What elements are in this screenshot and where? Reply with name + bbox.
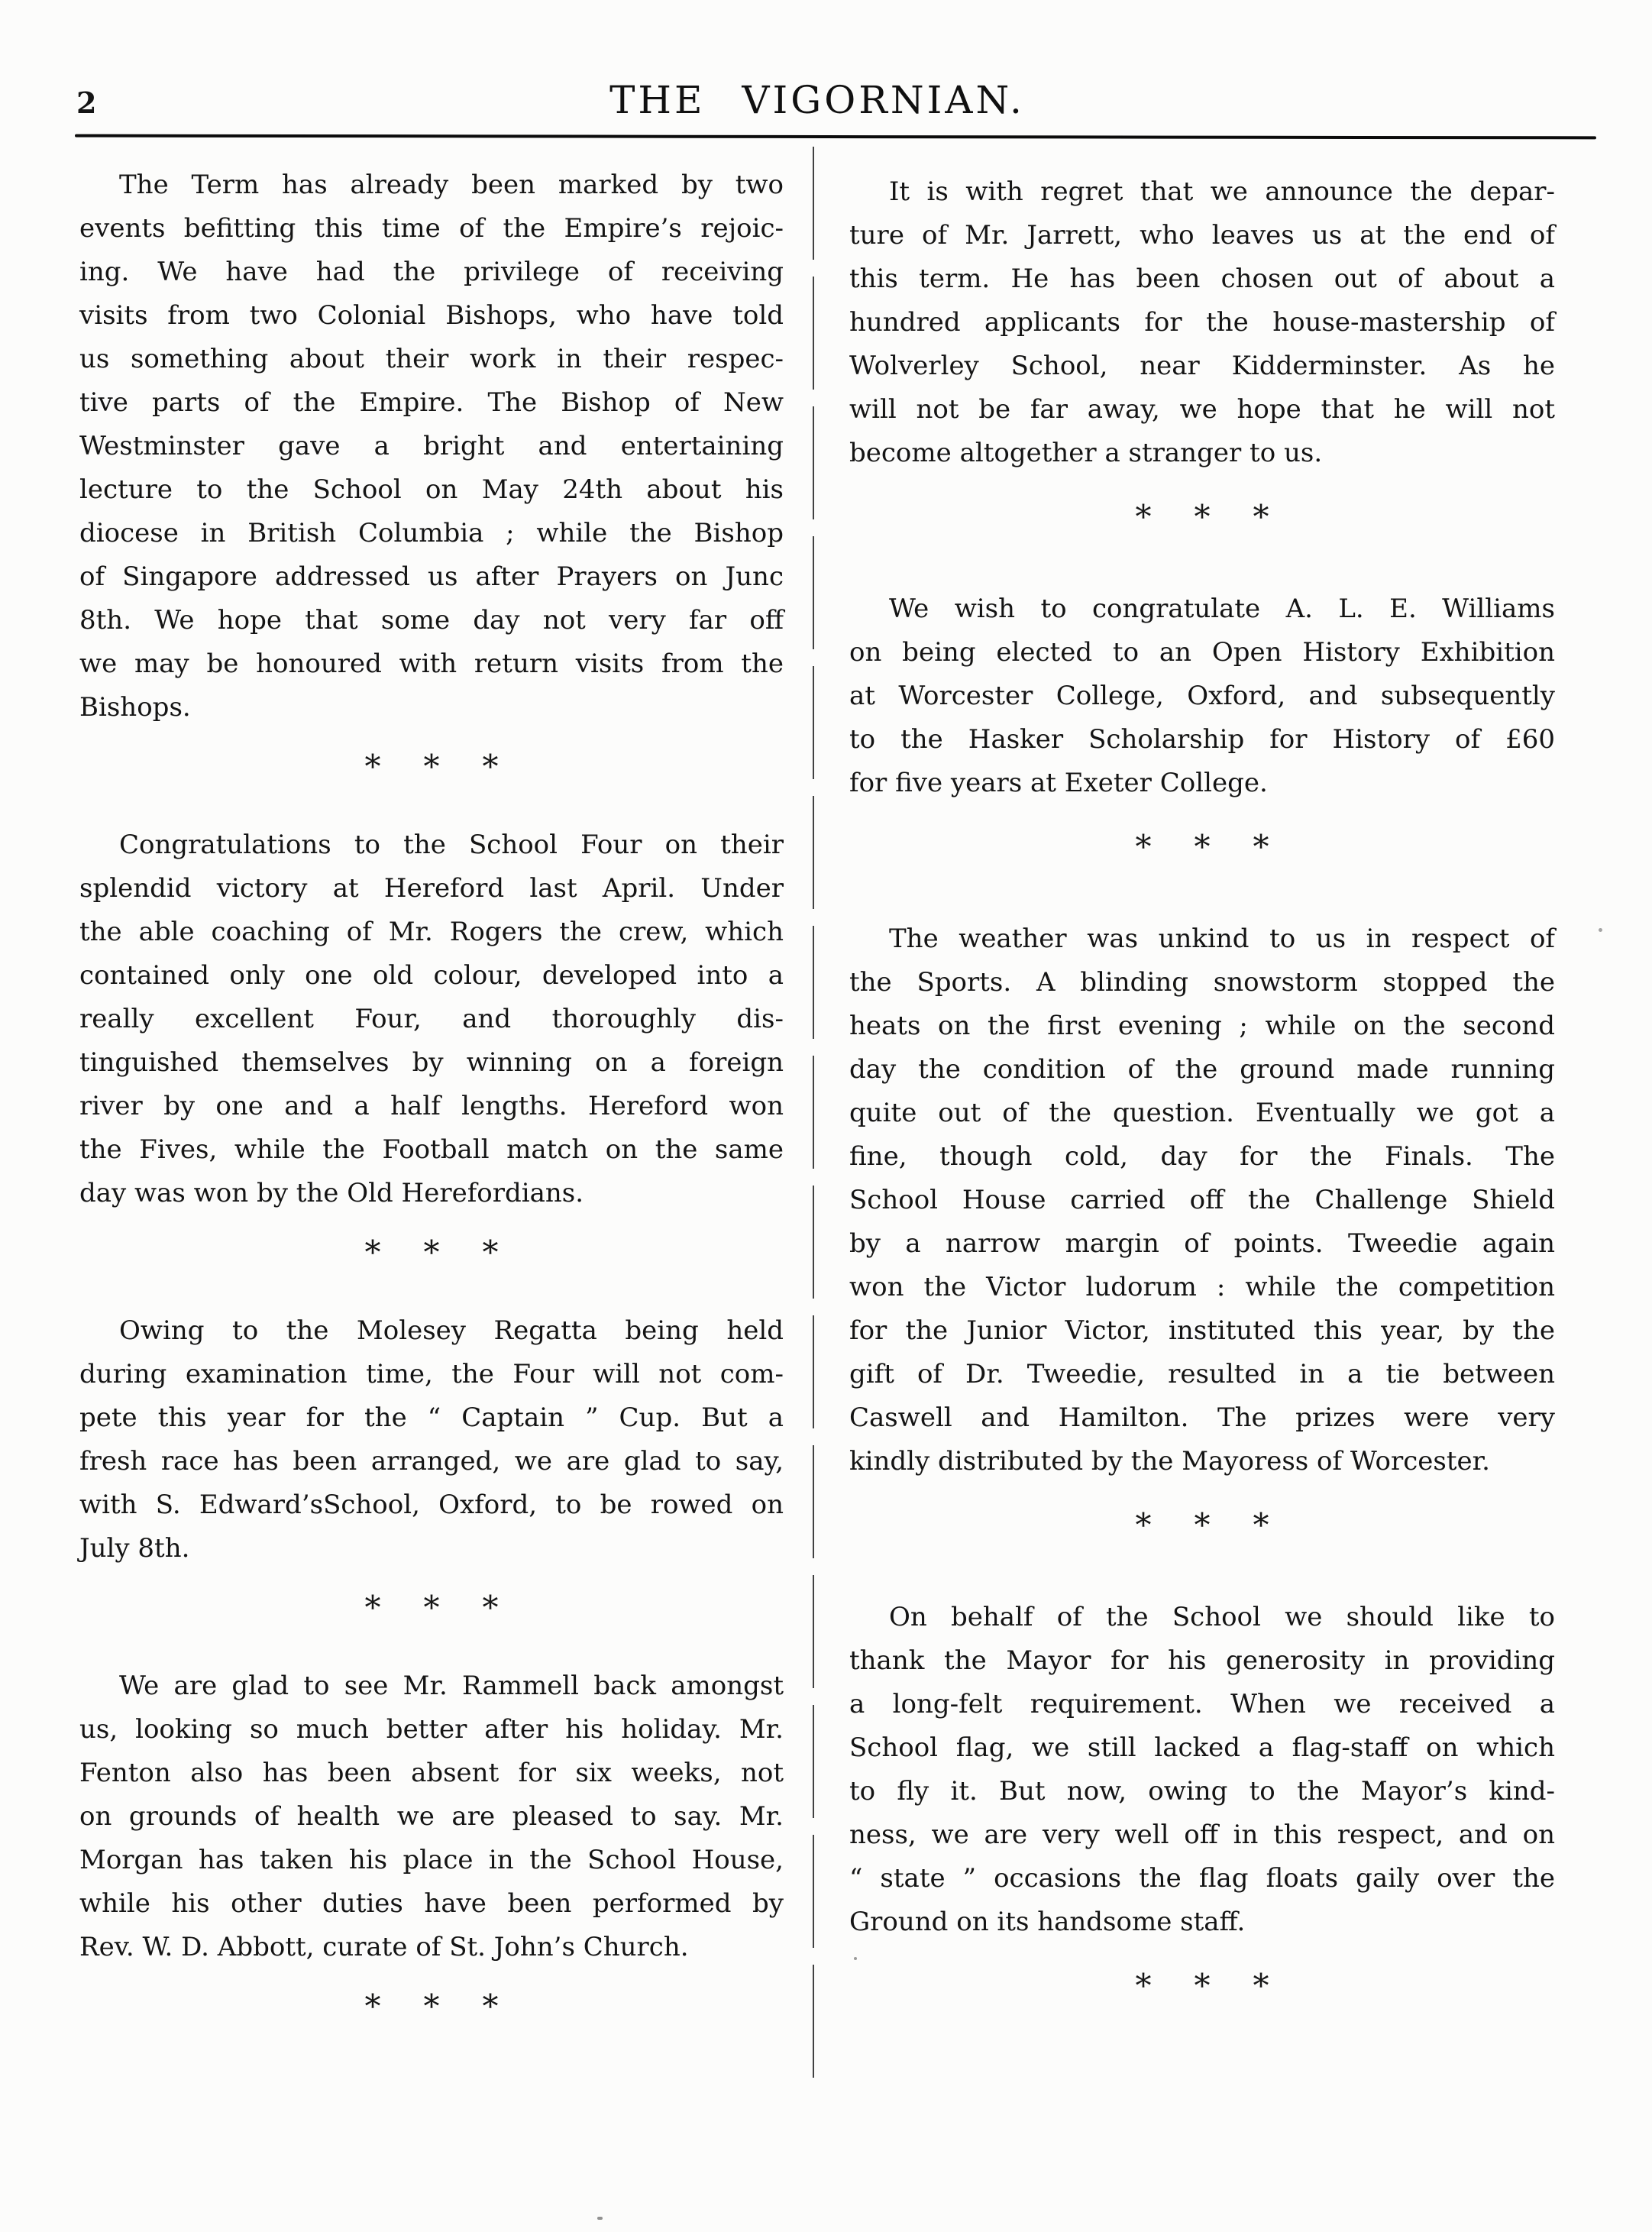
asterisk-icon: * [1135,828,1152,865]
text-line: this term. He has been chosen out of about a [849,264,1555,294]
header-rule [75,134,1596,140]
text-line: us something about their work in their respec- [79,344,784,374]
scan-speck [854,1957,857,1960]
asterisk-icon: * [364,1988,381,2025]
text-line: Caswell and Hamilton. The prizes were very [849,1402,1555,1433]
asterisk-icon: * [1194,828,1211,865]
paragraph [79,163,784,729]
asterisk-icon: * [364,748,381,785]
paragraph [849,170,1555,475]
text-line: July 8th. [79,1533,190,1564]
asterisk-icon: * [1194,498,1211,535]
section-divider [79,1583,784,1626]
text-line: We are glad to see Mr. Rammell back amongst [119,1671,784,1701]
right-column [849,145,1555,2056]
text-line: a long-felt requirement. When we received a [849,1689,1555,1719]
text-line: river by one and a half lengths. Hereford won [79,1091,784,1121]
asterisk-icon: * [423,1988,440,2025]
text-line: gift of Dr. Tweedie, resulted in a tie between [849,1359,1555,1389]
text-line: won the Victor ludorum : while the competition [849,1272,1555,1302]
text-line: On behalf of the School we should like to [889,1602,1555,1632]
text-line: Bishops. [79,692,191,723]
paragraph [849,917,1555,1483]
text-line: hundred applicants for the house-mastership of [849,307,1555,338]
text-line: tinguished themselves by winning on a foreign [79,1047,784,1078]
text-line: become altogether a stranger to us. [849,438,1323,468]
asterisk-icon: * [1135,1967,1152,2004]
text-line: with S. Edward’sSchool, Oxford, to be rowed on [79,1490,784,1520]
text-line: fine, though cold, day for the Finals. The [849,1141,1555,1172]
text-line: We wish to congratulate A. L. E. Williams [889,594,1555,624]
text-line: will not be far away, we hope that he will not [849,394,1555,425]
text-line: while his other duties have been performed by [79,1888,784,1919]
text-line: us, looking so much better after his holiday. Mr. [79,1714,784,1745]
text-line: at Worcester College, Oxford, and subsequently [849,681,1555,711]
asterisk-icon: * [482,1988,499,2025]
text-line: thank the Mayor for his generosity in providing [849,1645,1555,1676]
text-line: School House carried off the Challenge Shield [849,1185,1555,1215]
text-line: day the condition of the ground made running [849,1054,1555,1085]
text-line: the able coaching of Mr. Rogers the crew, which [79,917,784,947]
text-line: for five years at Exeter College. [849,768,1268,798]
text-line: by a narrow margin of points. Tweedie again [849,1228,1555,1259]
text-line: Westminster gave a bright and entertaining [79,431,784,461]
text-line: contained only one old colour, developed into a [79,960,784,991]
text-line: quite out of the question. Eventually we got a [849,1098,1555,1128]
section-divider [79,742,784,785]
text-line: diocese in British Columbia ; while the Bishop [79,518,784,548]
scan-speck [597,2217,603,2220]
text-line: for the Junior Victor, instituted this year, by the [849,1315,1555,1346]
asterisk-icon: * [1253,498,1269,535]
column-divider-line [813,147,814,2093]
text-line: ness, we are very well off in this respect, and on [849,1820,1555,1850]
asterisk-icon: * [1135,498,1152,535]
scan-speck [1599,928,1602,932]
asterisk-icon: * [482,748,499,785]
text-line: tive parts of the Empire. The Bishop of New [79,387,784,418]
text-line: kindly distributed by the Mayoress of Worcester. [849,1446,1490,1477]
text-line: 8th. We hope that some day not very far off [79,605,784,636]
asterisk-icon: * [1194,1506,1211,1544]
text-line: Owing to the Molesey Regatta being held [119,1315,784,1346]
section-divider [79,1228,784,1271]
text-line: the Fives, while the Football match on the same [79,1134,784,1165]
left-column [79,145,784,2063]
text-line: Ground on its handsome staff. [849,1907,1246,1937]
asterisk-icon: * [423,1234,440,1271]
section-divider [849,492,1555,535]
asterisk-icon: * [1135,1506,1152,1544]
text-line: events befitting this time of the Empire’s rejoic- [79,213,784,244]
section-divider [849,1961,1555,2004]
asterisk-icon: * [364,1589,381,1626]
text-line: to the Hasker Scholarship for History of £60 [849,724,1555,755]
paragraph [849,1596,1555,1944]
asterisk-icon: * [482,1589,499,1626]
text-line: of Singapore addressed us after Prayers on Junc [79,561,784,592]
text-line: visits from two Colonial Bishops, who have told [79,300,784,331]
asterisk-icon: * [1253,1967,1269,2004]
asterisk-icon: * [423,748,440,785]
section-divider [849,1500,1555,1544]
asterisk-icon: * [423,1589,440,1626]
asterisk-icon: * [482,1234,499,1271]
section-divider [849,822,1555,865]
text-line: It is with regret that we announce the depar- [889,176,1555,207]
paragraph [79,1309,784,1570]
text-line: on grounds of health we are pleased to say. Mr. [79,1801,784,1832]
text-line: Wolverley School, near Kidderminster. As he [849,351,1555,381]
text-line: heats on the first evening ; while on the second [849,1011,1555,1041]
text-line: we may be honoured with return visits from the [79,649,784,679]
paragraph [849,587,1555,805]
text-line: on being elected to an Open History Exhibition [849,637,1555,668]
page-number: 2 [76,86,98,120]
paragraph [79,823,784,1215]
text-line: really excellent Four, and thoroughly dis- [79,1004,784,1034]
page-title: THE VIGORNIAN. [609,78,1025,122]
text-line: the Sports. A blinding snowstorm stopped the [849,967,1555,998]
text-line: to fly it. But now, owing to the Mayor’s kind- [849,1776,1555,1807]
asterisk-icon: * [1194,1967,1211,2004]
text-line: Congratulations to the School Four on their [119,830,784,860]
text-line: Fenton also has been absent for six weeks, not [79,1758,784,1788]
section-divider [79,1981,784,2025]
asterisk-icon: * [1253,828,1269,865]
text-line: during examination time, the Four will not com- [79,1359,784,1389]
text-line: The weather was unkind to us in respect of [889,924,1555,954]
text-line: Rev. W. D. Abbott, curate of St. John’s Church. [79,1932,689,1962]
text-line: pete this year for the “ Captain ” Cup. But a [79,1402,784,1433]
text-line: day was won by the Old Herefordians. [79,1178,584,1208]
text-line: “ state ” occasions the flag floats gaily over the [849,1863,1555,1894]
paragraph [79,1664,784,1969]
text-line: lecture to the School on May 24th about his [79,474,784,505]
text-line: School flag, we still lacked a flag-staff on which [849,1732,1555,1763]
text-line: fresh race has been arranged, we are glad to say, [79,1446,784,1477]
text-line: splendid victory at Hereford last April. Under [79,873,784,904]
asterisk-icon: * [1253,1506,1269,1544]
text-line: ing. We have had the privilege of receiving [79,257,784,287]
text-line: The Term has already been marked by two [119,170,784,200]
text-line: ture of Mr. Jarrett, who leaves us at the end of [849,220,1555,251]
text-line: Morgan has taken his place in the School House, [79,1845,784,1875]
asterisk-icon: * [364,1234,381,1271]
